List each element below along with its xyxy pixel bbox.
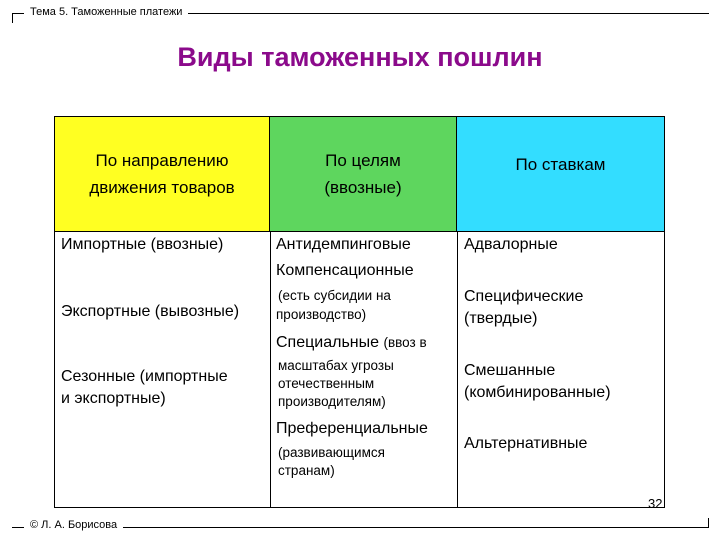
item-mixed-line1: Смешанные (464, 362, 556, 379)
item-import: Импортные (ввозные) (61, 236, 224, 253)
item-special-note-start: (ввоз в (383, 335, 427, 350)
item-mixed-line2: (комбинированные) (464, 384, 611, 401)
item-special (276, 332, 427, 354)
item-preferential-note-line2: странам) (278, 463, 335, 478)
header-topic: Тема 5. Таможенные платежи (24, 6, 188, 18)
item-specific-line2: (твердые) (464, 310, 538, 327)
column-header-rates-label: По ставкам (515, 155, 606, 174)
column-divider-1 (270, 231, 271, 507)
item-ad-valorem: Адвалорные (464, 236, 558, 253)
slide-title: Виды таможенных пошлин (177, 42, 543, 72)
column-divider-2 (457, 231, 458, 507)
item-antidumping: Антидемпинговые (276, 236, 411, 253)
column-header-purpose-line1: По целям (325, 151, 401, 170)
footer-rule-tick (708, 518, 709, 528)
header-rule-tick (12, 13, 13, 23)
item-special-note-line4: производителям) (278, 394, 386, 409)
item-compensation: Компенсационные (276, 262, 414, 279)
item-preferential-note-line1: (развивающимся (278, 445, 385, 460)
column-header-rates (457, 117, 664, 231)
item-alternative: Альтернативные (464, 435, 588, 452)
duties-table (54, 116, 665, 508)
item-seasonal-line1: Сезонные (импортные (61, 368, 228, 385)
item-export: Экспортные (вывозные) (61, 303, 240, 320)
column-header-purpose (270, 117, 457, 231)
item-compensation-note-line2: производство) (276, 307, 367, 322)
column-header-direction-line2: движения товаров (89, 178, 235, 197)
column-header-direction-line1: По направлению (95, 151, 229, 170)
item-special-note-line3: отечественным (278, 376, 375, 391)
column-header-direction (55, 117, 270, 231)
item-preferential: Преференциальные (276, 420, 428, 437)
page-number: 32 (648, 496, 663, 511)
item-special-note-line2: масштабах угрозы (278, 358, 394, 373)
item-special-label: Специальные (276, 334, 380, 351)
column-header-purpose-line2: (ввозные) (324, 178, 402, 197)
item-compensation-note-line1: (есть субсидии на (278, 288, 391, 303)
item-specific-line1: Специфические (464, 288, 584, 305)
item-seasonal-line2: и экспортные) (61, 390, 166, 407)
footer-author: © Л. А. Борисова (24, 519, 123, 531)
header-divider (55, 231, 664, 232)
